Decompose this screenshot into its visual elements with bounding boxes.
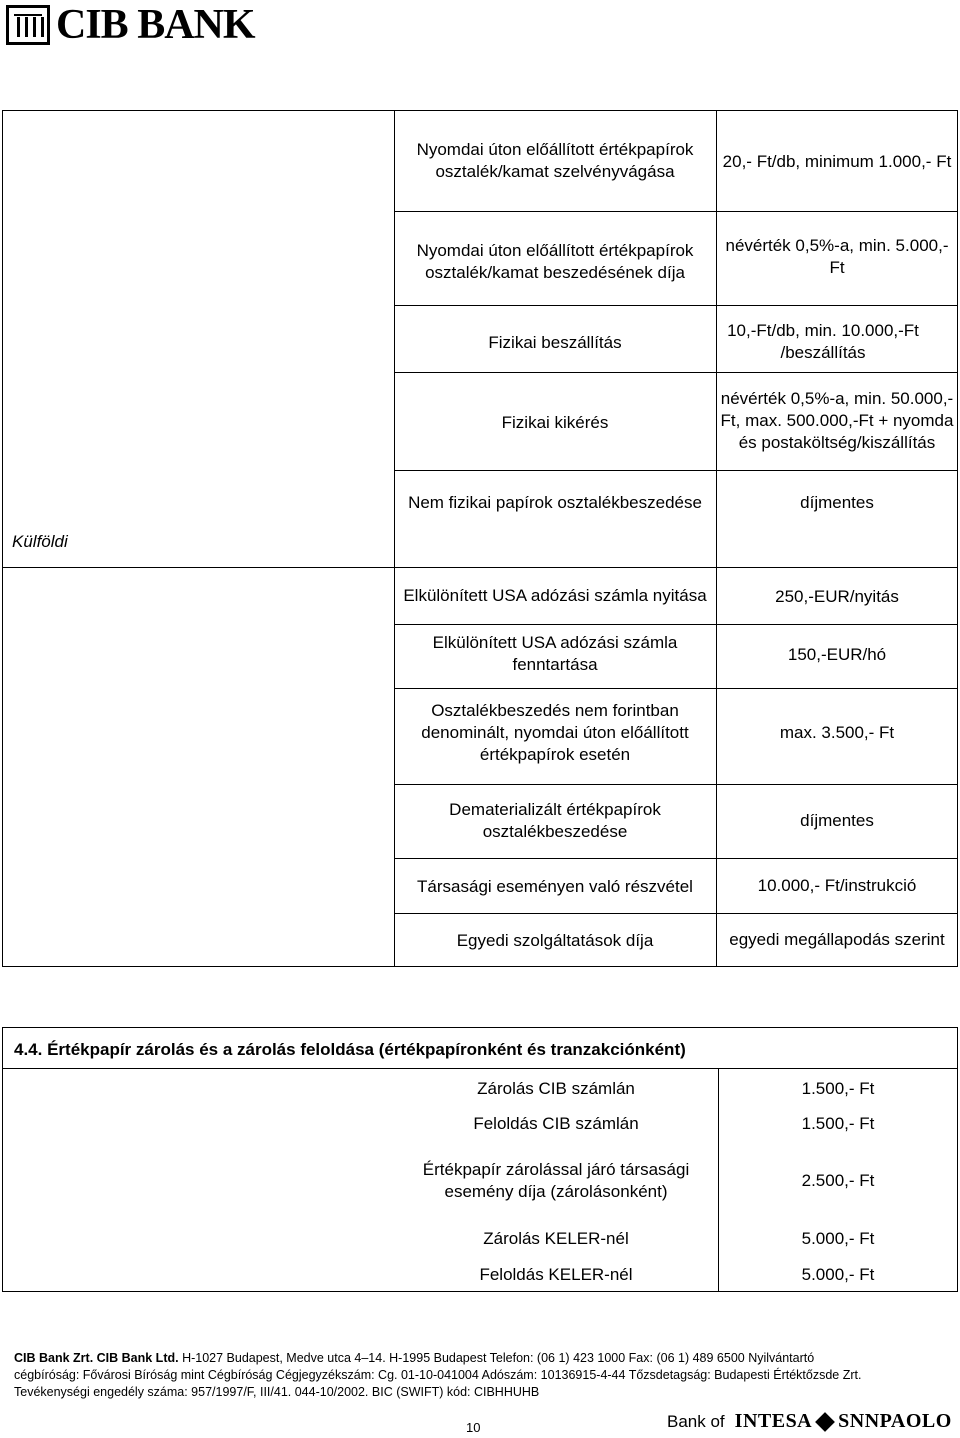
table-row-service: Nem fizikai papírok osztalékbeszedése [408,493,702,512]
table-row-fee: 10,-Ft/db, min. 10.000,-Ft /beszállítás [727,321,919,362]
table-row-fee: egyedi megállapodás szerint [729,930,945,949]
footer-line-1 [14,1350,861,1367]
table-row-fee: 5.000,- Ft [801,1229,875,1248]
partner-brand-1: INTESA [734,1410,813,1432]
section-title: 4.4. Értékpapír zárolás és a zárolás feloldása (értékpapíronként és tranzakciónként) [14,1040,686,1059]
table-row-service: Elkülönített USA adózási számla fenntartása [432,633,678,674]
intesa-sanpaolo-logo [667,1410,952,1433]
cib-bank-logo [6,4,255,46]
logo-text: CIB BANK [56,2,255,48]
page-number: 10 [466,1420,481,1435]
table-row-fee: 2.500,- Ft [801,1171,875,1190]
table-row-service: Nyomdai úton előállított értékpapírok osztalék/kamat beszedésének díja [416,241,694,282]
bank-building-icon [6,5,50,45]
table-row-service: Elkülönített USA adózási számla nyitása [403,586,707,605]
table-row-fee: 20,- Ft/db, minimum 1.000,- Ft [722,152,952,171]
table-row-service: Osztalékbeszedés nem forintban denominált, nyomdai úton előállított értékpapírok esetén [421,701,689,764]
table-row-service: Zárolás KELER-nél [483,1229,629,1248]
table-row-service: Feloldás CIB számlán [473,1114,639,1133]
table-row-fee: 250,-EUR/nyitás [775,587,899,606]
group-label: Külföldi [12,532,68,551]
table-row-fee: 1.500,- Ft [801,1114,875,1133]
table-row-service: Egyedi szolgáltatások díja [456,931,654,950]
table-row-service: Zárolás CIB számlán [477,1079,635,1098]
footer-line-2: cégbíróság: Fővárosi Bíróság mint Cégbíróság Cégjegyzékszám: Cg. 01-10-041004 Adószám: 10136915-4-44 Tőzsdetagság: Budapesti Értéktőzsde Zrt. [14,1368,862,1382]
footer-text [14,1350,861,1401]
star-icon [815,1412,835,1432]
table-row-service: Nyomdai úton előállított értékpapírok osztalék/kamat szelvényvágása [416,140,694,181]
table-row-service: Értékpapír zárolással járó társasági esemény díja (zárolásonként) [422,1160,690,1201]
footer-address: H-1027 Budapest, Medve utca 4–14. H-1995 Budapest Telefon: (06 1) 423 1000 Fax: (06 1) 489 6500 Nyilvántartó [178,1351,815,1365]
table-row-fee: max. 3.500,- Ft [779,723,895,742]
table-row-fee: díjmentes [800,493,874,512]
partner-brand-2: SNNPAOLO [838,1410,952,1432]
table-row-fee: díjmentes [800,811,874,830]
table-row-service: Dematerializált értékpapírok osztalékbeszedése [449,800,661,841]
table-row-fee: 10.000,- Ft/instrukció [757,876,917,895]
table-row-fee: 1.500,- Ft [801,1079,875,1098]
table-row-fee: 150,-EUR/hó [787,645,887,664]
table-row-fee: névérték 0,5%-a, min. 50.000,- Ft, max. 500.000,-Ft + nyomda és postaköltség/kiszállítás [720,389,954,452]
table-row-fee: 5.000,- Ft [801,1265,875,1284]
partner-prefix: Bank of [667,1411,725,1431]
table-row-fee: névérték 0,5%-a, min. 5.000,- Ft [725,236,949,277]
footer-company: CIB Bank Zrt. CIB Bank Ltd. [14,1351,179,1365]
table-row-service: Fizikai kikérés [501,413,609,432]
table-row-service: Társasági eseményen való részvétel [417,877,693,896]
footer-line-3: Tevékenységi engedély száma: 957/1997/F, III/41. 044-10/2002. BIC (SWIFT) kód: CIBHHUHB [14,1385,540,1399]
table-row-service: Fizikai beszállítás [488,333,622,352]
table-row-service: Feloldás KELER-nél [479,1265,633,1284]
